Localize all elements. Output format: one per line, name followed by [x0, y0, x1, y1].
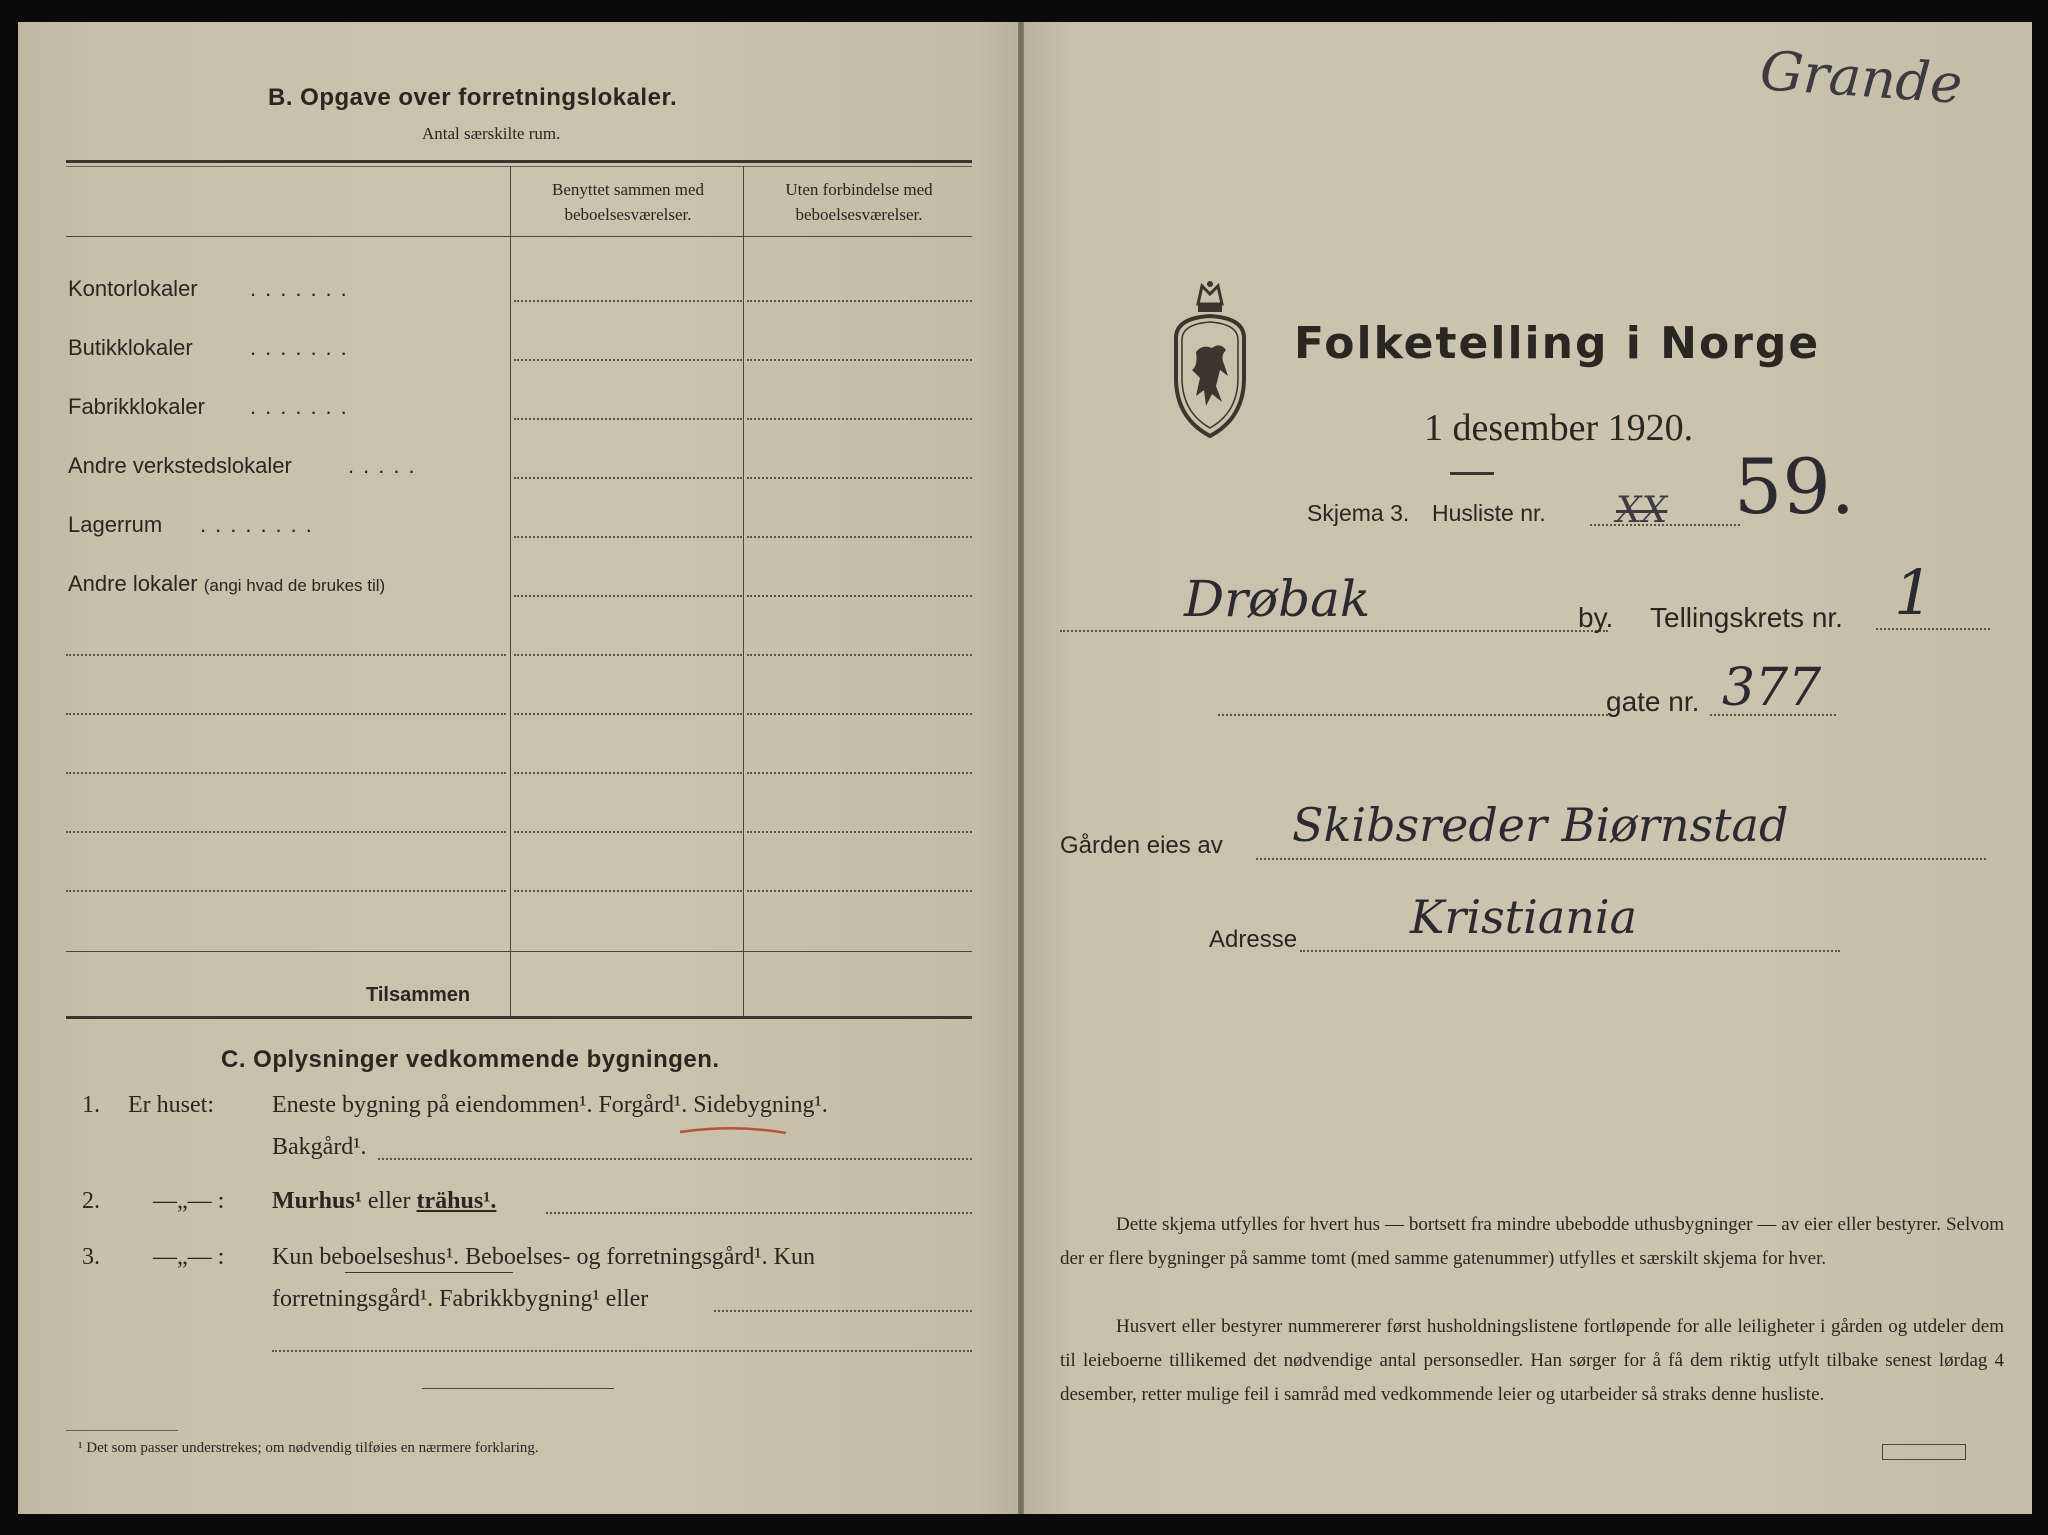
item1-options: Eneste bygning på eiendommen¹. Forgård¹. Sidebygning¹. — [272, 1092, 828, 1118]
table-bottom-rule — [66, 1016, 972, 1019]
row-label-butikklokaler: Butikklokaler — [68, 335, 193, 360]
husliste-number: 59. — [1734, 442, 1855, 531]
schema-label: Skjema 3. — [1307, 500, 1410, 526]
total-top-rule — [66, 951, 972, 952]
address-label: Adresse — [1209, 926, 1298, 953]
husliste-struck-value: XX — [1616, 490, 1668, 531]
left-page: B. Opgave over forretningslokaler. Antal særskilte rum. Benyttet sammen med beboelsesværelser. Uten forbindelse med beboelsesværelser. Kontorlokaler ....... Butikklokaler ....... Fabrikklokaler ....... Andre verkstedslokaler ..... Lagerrum ........ Andre lokaler (angi hvad de brukes til) Tilsammen C. Oplysninger vedkommende bygningen. 1. Er huset: Eneste bygning på eiendommen¹. Forgård¹. Sidebygning¹. Bakgård¹. 2. —„— : Murhus¹ eller trähus¹. 3. —„— : Kun beboelseshus¹. Beboelses- og forretningsgård¹. Kun forretningsgård¹. Fabrikkbygning¹ eller ¹ Det som passer understrekes; om nødvendig tilføies en nærmere forklaring. — [18, 22, 1018, 1514]
section-b-title: B. Opgave over forretningslokaler. — [268, 84, 678, 111]
gate-number: 377 — [1722, 658, 1822, 718]
col2-header-line1: Uten forbindelse med — [785, 180, 933, 199]
husliste-label: Husliste nr. — [1432, 500, 1546, 526]
tellingskrets-number: 1 — [1894, 556, 1934, 629]
right-page — [1024, 22, 2032, 1514]
section-c-title: C. Oplysninger vedkommende bygningen. — [221, 1046, 720, 1073]
item2-options: Murhus¹ eller trähus¹. — [272, 1188, 497, 1214]
total-label: Tilsammen — [366, 984, 471, 1006]
printer-mark — [1882, 1444, 1966, 1460]
footnote: ¹ Det som passer understrekes; om nødvendig tilføies en nærmere forklaring. — [78, 1440, 539, 1456]
item3-options: Kun beboelseshus¹. Beboelses- og forretningsgård¹. Kun — [272, 1244, 815, 1270]
col2-header-line2: beboelsesværelser. — [795, 205, 923, 224]
section-b-subtitle: Antal særskilte rum. — [422, 124, 561, 143]
col1-header-line1: Benyttet sammen med — [551, 180, 705, 199]
form-title: Folketelling i Norge — [1294, 318, 1821, 369]
instructions-paragraph-2: Husvert eller bestyrer nummererer først husholdningslistene fortløpende for alle leiligheter i gården og utdeler dem til leieboerne tillikemed det nødvendige antal personsedler. Han sørger for å få dem riktig utfylt tilbake senest lørdag 4 desember, retter mulige feil i samråd med vedkommende leier og utarbeider så straks denne husliste. — [1060, 1316, 2004, 1405]
andre-lokaler-note: (angi hvad de brukes til) — [203, 576, 386, 595]
gate-label: gate nr. — [1606, 686, 1700, 717]
row-label-kontorlokaler: Kontorlokaler — [68, 276, 198, 301]
table-col-divider-2 — [743, 166, 744, 1016]
corner-handwriting: Grande — [1758, 39, 1965, 116]
address-value: Kristiania — [1410, 890, 1638, 944]
coat-of-arms-icon — [1168, 278, 1252, 438]
table-col-divider-1 — [510, 166, 511, 1016]
owner-name: Skibsreder Biørnstad — [1292, 798, 1789, 852]
town-name: Drøbak — [1184, 570, 1371, 628]
footnote-rule — [66, 1430, 178, 1431]
row-label-fabrikklokaler: Fabrikklokaler — [68, 394, 205, 419]
row-label-lagerrum: Lagerrum — [68, 512, 163, 537]
beboelseshus-underline — [345, 1272, 513, 1273]
table-header-rule — [66, 236, 972, 237]
red-underline-mark — [678, 1126, 788, 1138]
owner-label: Gården eies av — [1060, 832, 1223, 859]
col1-header-line2: beboelsesværelser. — [564, 205, 692, 224]
row-label-andre-verkstedslokaler: Andre verkstedslokaler — [68, 453, 292, 478]
row-label-andre-lokaler: Andre lokaler (angi hvad de brukes til) — [68, 571, 386, 596]
instructions-paragraph-1: Dette skjema utfylles for hvert hus — bortsett fra mindre ubebodde uthusbygninger — av eier eller bestyrer. Selvom der er flere bygninger på samme tomt (med samme gatenummer) utfylles et særskilt skjema for hver. — [1060, 1214, 2004, 1269]
form-date: 1 desember 1920. — [1424, 407, 1694, 449]
table-top-rule — [66, 160, 972, 163]
by-label: by. — [1578, 602, 1614, 633]
closing-rule — [422, 1388, 614, 1389]
tellingskrets-label: Tellingskrets nr. — [1650, 602, 1843, 633]
